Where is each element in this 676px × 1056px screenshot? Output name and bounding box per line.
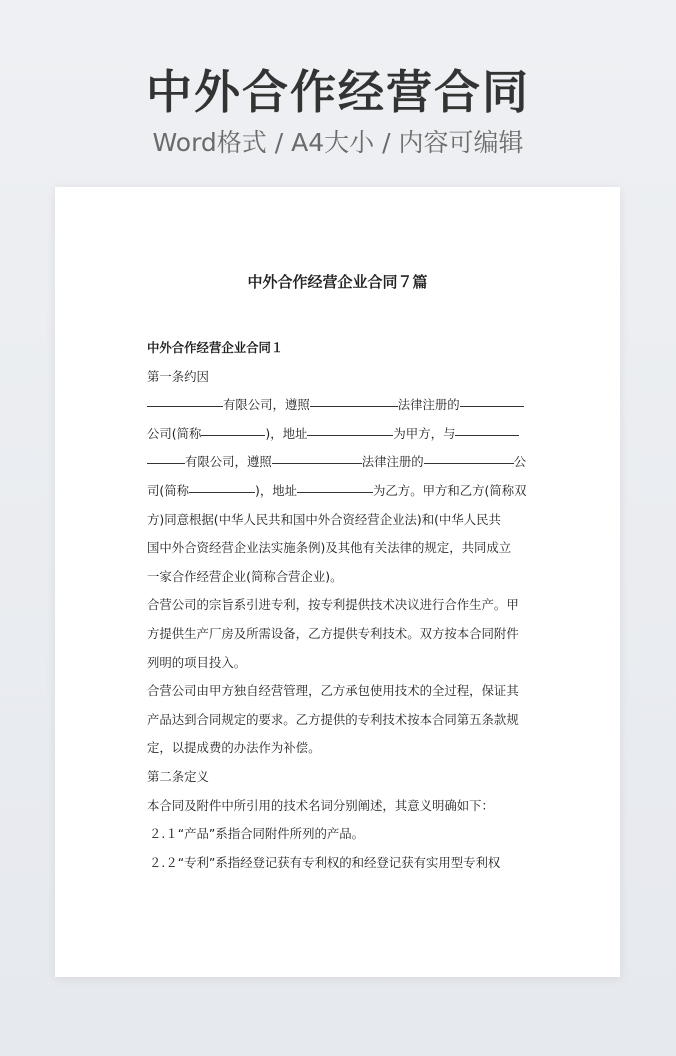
clause-line: ２.２“专利”系指经登记获有专利权的和经登记获有实用型专利权	[149, 854, 501, 870]
text-span: 为甲方，与	[393, 425, 456, 441]
fill-blank[interactable]	[272, 462, 362, 464]
fill-blank[interactable]	[307, 434, 393, 436]
text-line	[147, 391, 529, 420]
fill-blank[interactable]	[460, 405, 524, 407]
text-span: 司(简称	[147, 482, 190, 498]
text-line	[147, 448, 529, 477]
fill-blank[interactable]	[310, 405, 398, 407]
text-line: 合营公司由甲方独自经营管理，乙方承包使用技术的全过程，保证其	[147, 683, 519, 699]
text-line: 国中外合资经营企业法实施条例)及其他有关法律的规定，共同成立	[147, 540, 512, 556]
text-span: 有限公司，遵照	[223, 397, 310, 413]
fill-blank[interactable]	[189, 491, 255, 493]
header	[0, 62, 676, 160]
main-title: 中外合作经营合同	[146, 65, 530, 119]
document-body	[147, 334, 529, 877]
text-span: )，地址	[255, 482, 298, 498]
fill-blank[interactable]	[201, 434, 265, 436]
text-line: 列明的项目投入。	[147, 654, 247, 670]
text-span: 公	[513, 454, 527, 470]
text-line: 本合同及附件中所引用的技术名词分别阐述，其意义明确如下：	[147, 797, 494, 813]
fill-blank[interactable]	[147, 462, 185, 464]
text-span: 为乙方。甲方和乙方(简称双	[373, 482, 527, 498]
fill-blank[interactable]	[297, 491, 373, 493]
text-line	[147, 420, 529, 449]
fill-blank[interactable]	[424, 462, 514, 464]
clause-line: ２.１“产品”系指合同附件所列的产品。	[149, 826, 365, 842]
text-span: 公司(简称	[147, 425, 202, 441]
document-page	[55, 187, 620, 977]
article-heading: 第一条约因	[147, 368, 209, 384]
text-line: 方)同意根据(中华人民共和国中外合资经营企业法)和(中华人民共	[147, 511, 501, 527]
text-line	[147, 477, 529, 506]
sub-title: Word格式 / A4大小 / 内容可编辑	[152, 128, 524, 157]
text-span: 法律注册的	[361, 454, 424, 470]
text-span: )，地址	[265, 425, 308, 441]
text-span: 法律注册的	[397, 397, 460, 413]
fill-blank[interactable]	[455, 434, 519, 436]
text-line: 产品达到合同规定的要求。乙方提供的专利技术按本合同第五条款规	[147, 711, 519, 727]
section-heading: 中外合作经营企业合同１	[147, 340, 284, 355]
text-line: 一家合作经营企业(简称合营企业)。	[147, 568, 343, 584]
document-title: 中外合作经营企业合同７篇	[247, 273, 428, 291]
article-heading: 第二条定义	[147, 768, 209, 784]
text-line: 定，以提成费的办法作为补偿。	[147, 740, 321, 756]
fill-blank[interactable]	[147, 405, 223, 407]
text-line: 方提供生产厂房及所需设备，乙方提供专利技术。双方按本合同附件	[147, 625, 519, 641]
text-line: 合营公司的宗旨系引进专利，按专利提供技术决议进行合作生产。甲	[147, 597, 519, 613]
text-span: 有限公司，遵照	[185, 454, 272, 470]
